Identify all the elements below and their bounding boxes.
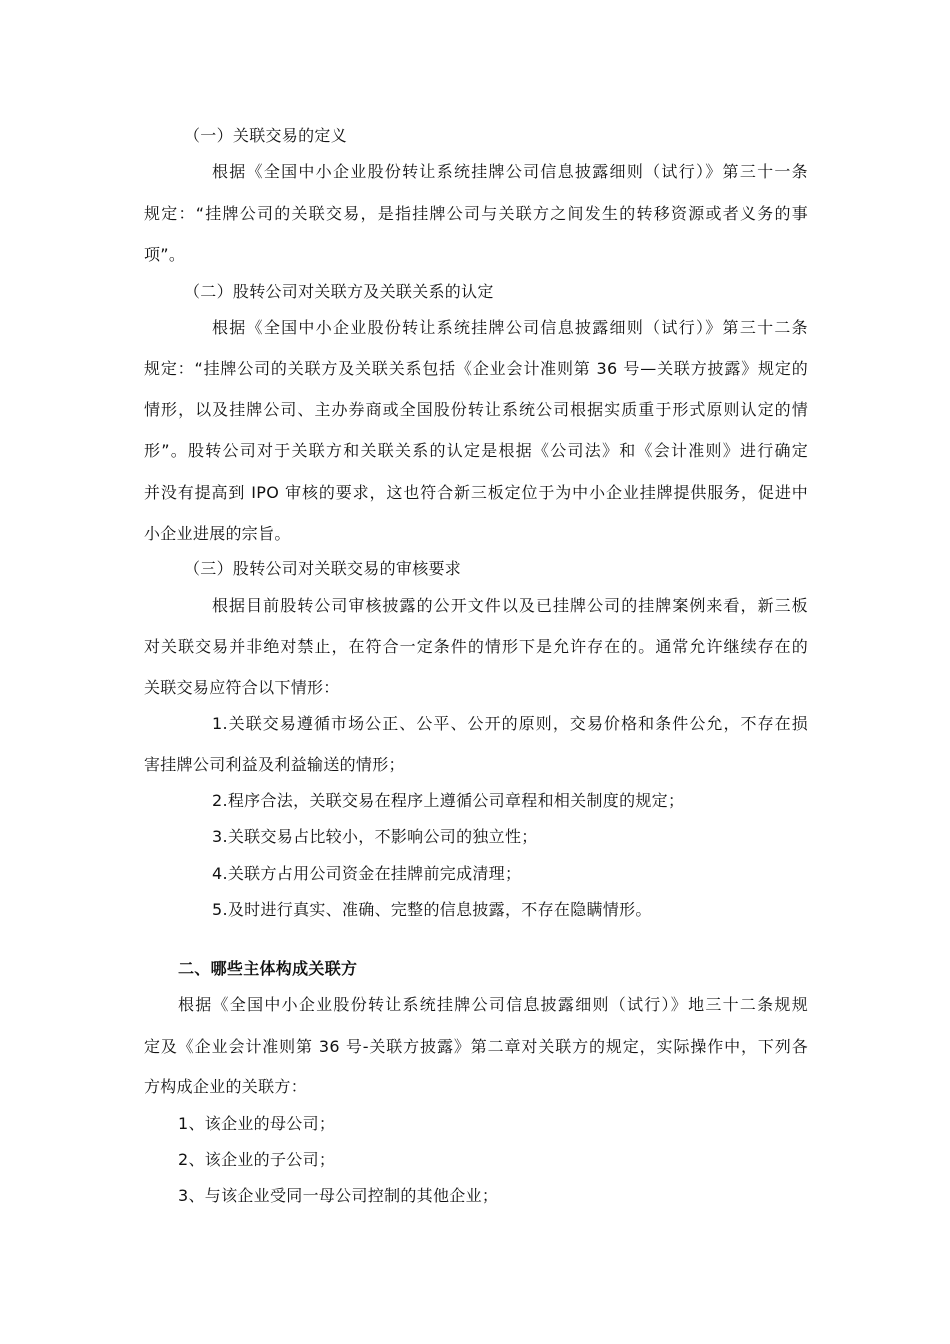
paragraph-line: 规定：“挂牌公司的关联方及关联关系包括《企业会计准则第 36 号—关联方披露》规定的 <box>144 359 808 378</box>
condition-item-continued: 害挂牌公司利益及利益输送的情形； <box>144 755 405 774</box>
heading-review-requirements: （三）股转公司对关联交易的审核要求 <box>184 559 462 578</box>
list-item: 2、该企业的子公司； <box>178 1150 336 1169</box>
section-title-related-parties: 二、哪些主体构成关联方 <box>178 959 358 978</box>
paragraph-line: 定及《企业会计准则第 36 号-关联方披露》第二章对关联方的规定，实际操作中，下列各 <box>144 1037 808 1056</box>
paragraph-line: 项”。 <box>144 245 186 264</box>
list-item: 1、该企业的母公司； <box>178 1114 336 1133</box>
condition-item: 5.及时进行真实、准确、完整的信息披露，不存在隐瞒情形。 <box>212 900 652 919</box>
paragraph-line: 根据《全国中小企业股份转让系统挂牌公司信息披露细则（试行）》地三十二条规规 <box>178 995 808 1014</box>
condition-item: 4.关联方占用公司资金在挂牌前完成清理； <box>212 864 522 883</box>
paragraph-line: 方构成企业的关联方： <box>144 1077 308 1096</box>
paragraph-line: 小企业进展的宗旨。 <box>144 524 291 543</box>
paragraph-line: 根据《全国中小企业股份转让系统挂牌公司信息披露细则（试行）》第三十二条 <box>212 318 808 337</box>
paragraph-line: 形”。股转公司对于关联方和关联关系的认定是根据《公司法》和《会计准则》进行确定 <box>144 441 808 460</box>
paragraph-line: 并没有提高到 IPO 审核的要求，这也符合新三板定位于为中小企业挂牌提供服务，促进中 <box>144 483 808 502</box>
paragraph-line: 情形，以及挂牌公司、主办券商或全国股份转让系统公司根据实质重于形式原则认定的情 <box>144 400 808 419</box>
paragraph-line: 对关联交易并非绝对禁止，在符合一定条件的情形下是允许存在的。通常允许继续存在的 <box>144 637 808 656</box>
condition-item: 2.程序合法，关联交易在程序上遵循公司章程和相关制度的规定； <box>212 791 685 810</box>
paragraph-line: 根据目前股转公司审核披露的公开文件以及已挂牌公司的挂牌案例来看，新三板 <box>212 596 808 615</box>
heading-related-party-recognition: （二）股转公司对关联方及关联关系的认定 <box>184 282 494 301</box>
paragraph-line: 规定：“挂牌公司的关联交易，是指挂牌公司与关联方之间发生的转移资源或者义务的事 <box>144 204 808 223</box>
paragraph-line: 关联交易应符合以下情形： <box>144 678 340 697</box>
list-item: 3、与该企业受同一母公司控制的其他企业； <box>178 1186 499 1205</box>
condition-item: 3.关联交易占比较小，不影响公司的独立性； <box>212 827 538 846</box>
condition-item: 1.关联交易遵循市场公正、公平、公开的原则，交易价格和条件公允，不存在损 <box>212 714 808 733</box>
paragraph-line: 根据《全国中小企业股份转让系统挂牌公司信息披露细则（试行）》第三十一条 <box>212 162 808 181</box>
heading-related-transaction-definition: （一）关联交易的定义 <box>184 126 348 145</box>
